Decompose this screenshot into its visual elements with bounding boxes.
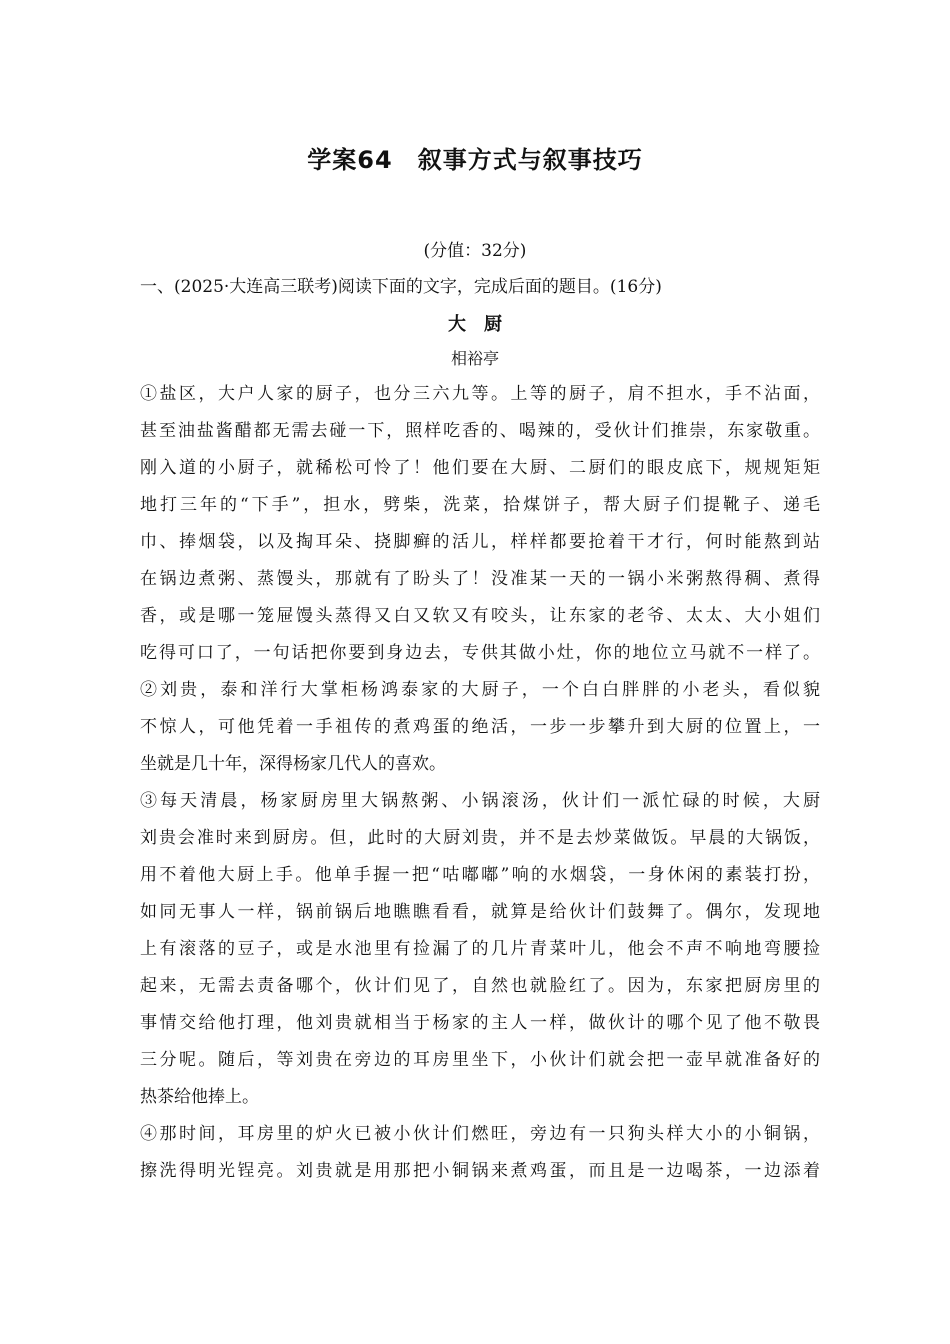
text-line: 上有滚落的豆子，或是水池里有捡漏了的几片青菜叶儿，他会不声不响地弯腰捡 bbox=[140, 939, 820, 959]
text-line: 不惊人，可他凭着一手祖传的煮鸡蛋的绝活，一步一步攀升到大厨的位置上，一 bbox=[140, 717, 820, 737]
text-line: 坐就是几十年，深得杨家几代人的喜欢。 bbox=[140, 754, 446, 774]
score-note: (分值：32分) bbox=[423, 241, 527, 261]
text-line: 甚至油盐酱醋都无需去碰一下，照样吃香的、喝辣的，受伙计们推崇，东家敬重。 bbox=[140, 421, 820, 441]
text-line: ④那时间，耳房里的炉火已被小伙计们燃旺，旁边有一只狗头样大小的小铜锅， bbox=[140, 1124, 820, 1144]
story-author: 相裕亭 bbox=[450, 349, 499, 368]
page-title: 学案64 叙事方式与叙事技巧 bbox=[307, 146, 643, 174]
text-line: 热茶给他捧上。 bbox=[140, 1087, 259, 1107]
text-line: 如同无事人一样，锅前锅后地瞧瞧看看，就算是给伙计们鼓舞了。偶尔，发现地 bbox=[140, 902, 820, 922]
story-title: 大 厨 bbox=[448, 314, 502, 335]
text-line: 三分呢。随后，等刘贵在旁边的耳房里坐下，小伙计们就会把一壶早就准备好的 bbox=[140, 1050, 820, 1070]
text-line: 地打三年的“下手”，担水，劈柴，洗菜，拾煤饼子，帮大厨子们提靴子、递毛 bbox=[140, 495, 820, 515]
text-line: 事情交给他打理，他刘贵就相当于杨家的主人一样，做伙计的哪个见了他不敬畏 bbox=[140, 1013, 820, 1033]
text-line: 起来，无需去责备哪个，伙计们见了，自然也就脸红了。因为，东家把厨房里的 bbox=[140, 976, 820, 996]
text-line: 巾、捧烟袋，以及掏耳朵、挠脚癣的活儿，样样都要抢着干才行，何时能熬到站 bbox=[140, 532, 820, 552]
text-line: ②刘贵，泰和洋行大掌柜杨鸿泰家的大厨子，一个白白胖胖的小老头，看似貌 bbox=[140, 680, 820, 700]
text-line: ③每天清晨，杨家厨房里大锅熬粥、小锅滚汤，伙计们一派忙碌的时候，大厨 bbox=[140, 791, 820, 811]
text-line: 吃得可口了，一句话把你要到身边去，专供其做小灶，你的地位立马就不一样了。 bbox=[140, 643, 820, 663]
text-line: 在锅边煮粥、蒸馒头，那就有了盼头了！没准某一天的一锅小米粥熬得稠、煮得 bbox=[140, 569, 820, 589]
text-line: 刚入道的小厨子，就稀松可怜了！他们要在大厨、二厨们的眼皮底下，规规矩矩 bbox=[140, 458, 820, 478]
text-line: 用不着他大厨上手。他单手握一把“咕嘟嘟”响的水烟袋，一身休闲的素装打扮， bbox=[140, 865, 820, 885]
section-heading: 一、(2025·大连高三联考)阅读下面的文字，完成后面的题目。(16分) bbox=[140, 277, 662, 297]
text-line: 刘贵会准时来到厨房。但，此时的大厨刘贵，并不是去炒菜做饭。早晨的大锅饭， bbox=[140, 828, 820, 848]
text-line: 香，或是哪一笼屉馒头蒸得又白又软又有咬头，让东家的老爷、太太、大小姐们 bbox=[140, 606, 820, 626]
text-line: 擦洗得明光锃亮。刘贵就是用那把小铜锅来煮鸡蛋，而且是一边喝茶，一边添着 bbox=[140, 1161, 820, 1181]
text-line: ①盐区，大户人家的厨子，也分三六九等。上等的厨子，肩不担水，手不沾面， bbox=[140, 384, 820, 404]
story-body bbox=[140, 376, 820, 1190]
